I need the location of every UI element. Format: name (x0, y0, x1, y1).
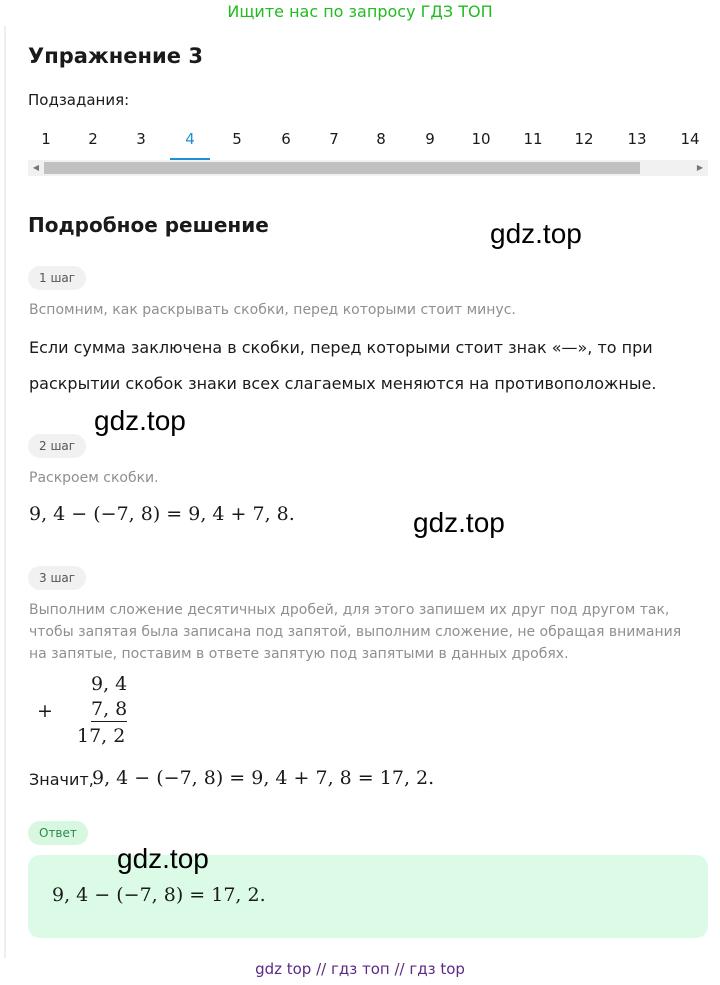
tab-subtask-9[interactable]: 9 (425, 130, 435, 148)
conclusion-word: Значит, (29, 770, 94, 789)
footer-links[interactable]: gdz top // гдз топ // гдз top (255, 960, 465, 978)
answer-math: 9, 4 − (−7, 8) = 17, 2. (52, 884, 266, 906)
tab-subtask-11[interactable]: 11 (523, 130, 543, 148)
subtask-tabs (20, 128, 720, 160)
tab-subtask-2[interactable]: 2 (88, 130, 98, 148)
step-chip-2: 2 шаг (28, 434, 86, 458)
column-plus-sign: + (37, 700, 53, 722)
watermark: gdz.top (413, 507, 505, 538)
watermark: gdz.top (94, 405, 186, 436)
step-chip-3: 3 шаг (28, 566, 86, 590)
watermark: gdz.top (490, 218, 582, 249)
tab-subtask-5[interactable]: 5 (232, 130, 242, 148)
step-3-hint-line-3: на запятые, поставим в ответе запятую под запятыми в данных дробях. (29, 646, 569, 662)
tab-subtask-3[interactable]: 3 (136, 130, 146, 148)
tab-subtask-7[interactable]: 7 (329, 130, 339, 148)
subtasks-label: Подзадания: (28, 91, 130, 109)
column-addend-1: 9, 4 (91, 673, 128, 695)
step-1-hint: Вспомним, как раскрывать скобки, перед которыми стоит минус. (29, 302, 516, 318)
tab-subtask-12[interactable]: 12 (574, 130, 594, 148)
exercise-title: Упражнение 3 (28, 44, 203, 68)
watermark: gdz.top (117, 843, 209, 874)
step-2-hint: Раскроем скобки. (29, 470, 159, 486)
scrollbar-thumb[interactable] (44, 162, 640, 174)
answer-chip: Ответ (28, 821, 88, 845)
step-3-hint-line-2: чтобы запятая была записана под запятой, выполним сложение, не обращая внимания (29, 624, 682, 640)
solution-title: Подробное решение (28, 213, 269, 237)
tab-subtask-10[interactable]: 10 (471, 130, 491, 148)
tab-subtask-8[interactable]: 8 (376, 130, 386, 148)
scroll-right-arrow-icon[interactable]: ▶ (696, 163, 704, 172)
tab-subtask-4[interactable]: 4 (170, 128, 210, 160)
step-2-math: 9, 4 − (−7, 8) = 9, 4 + 7, 8. (29, 503, 295, 525)
step-chip-1: 1 шаг (28, 266, 86, 290)
column-sum: 17, 2 (77, 725, 126, 747)
tab-subtask-14[interactable]: 14 (680, 130, 700, 148)
column-addend-2: 7, 8 (91, 698, 128, 720)
step-1-text-line-2: раскрытии скобок знаки всех слагаемых меняются на противоположные. (29, 374, 657, 393)
step-3-hint-line-1: Выполним сложение десятичных дробей, для этого запишем их друг под другом так, (29, 602, 670, 618)
top-banner[interactable]: Ищите нас по запросу ГДЗ ТОП (227, 2, 493, 21)
tab-subtask-13[interactable]: 13 (627, 130, 647, 148)
tab-subtask-1[interactable]: 1 (41, 130, 51, 148)
conclusion-math: 9, 4 − (−7, 8) = 9, 4 + 7, 8 = 17, 2. (92, 767, 435, 789)
step-1-text-line-1: Если сумма заключена в скобки, перед которыми стоит знак «—», то при (29, 338, 653, 357)
scroll-left-arrow-icon[interactable]: ◀ (32, 163, 40, 172)
tabs-scrollbar[interactable] (28, 160, 708, 176)
tab-subtask-6[interactable]: 6 (281, 130, 291, 148)
